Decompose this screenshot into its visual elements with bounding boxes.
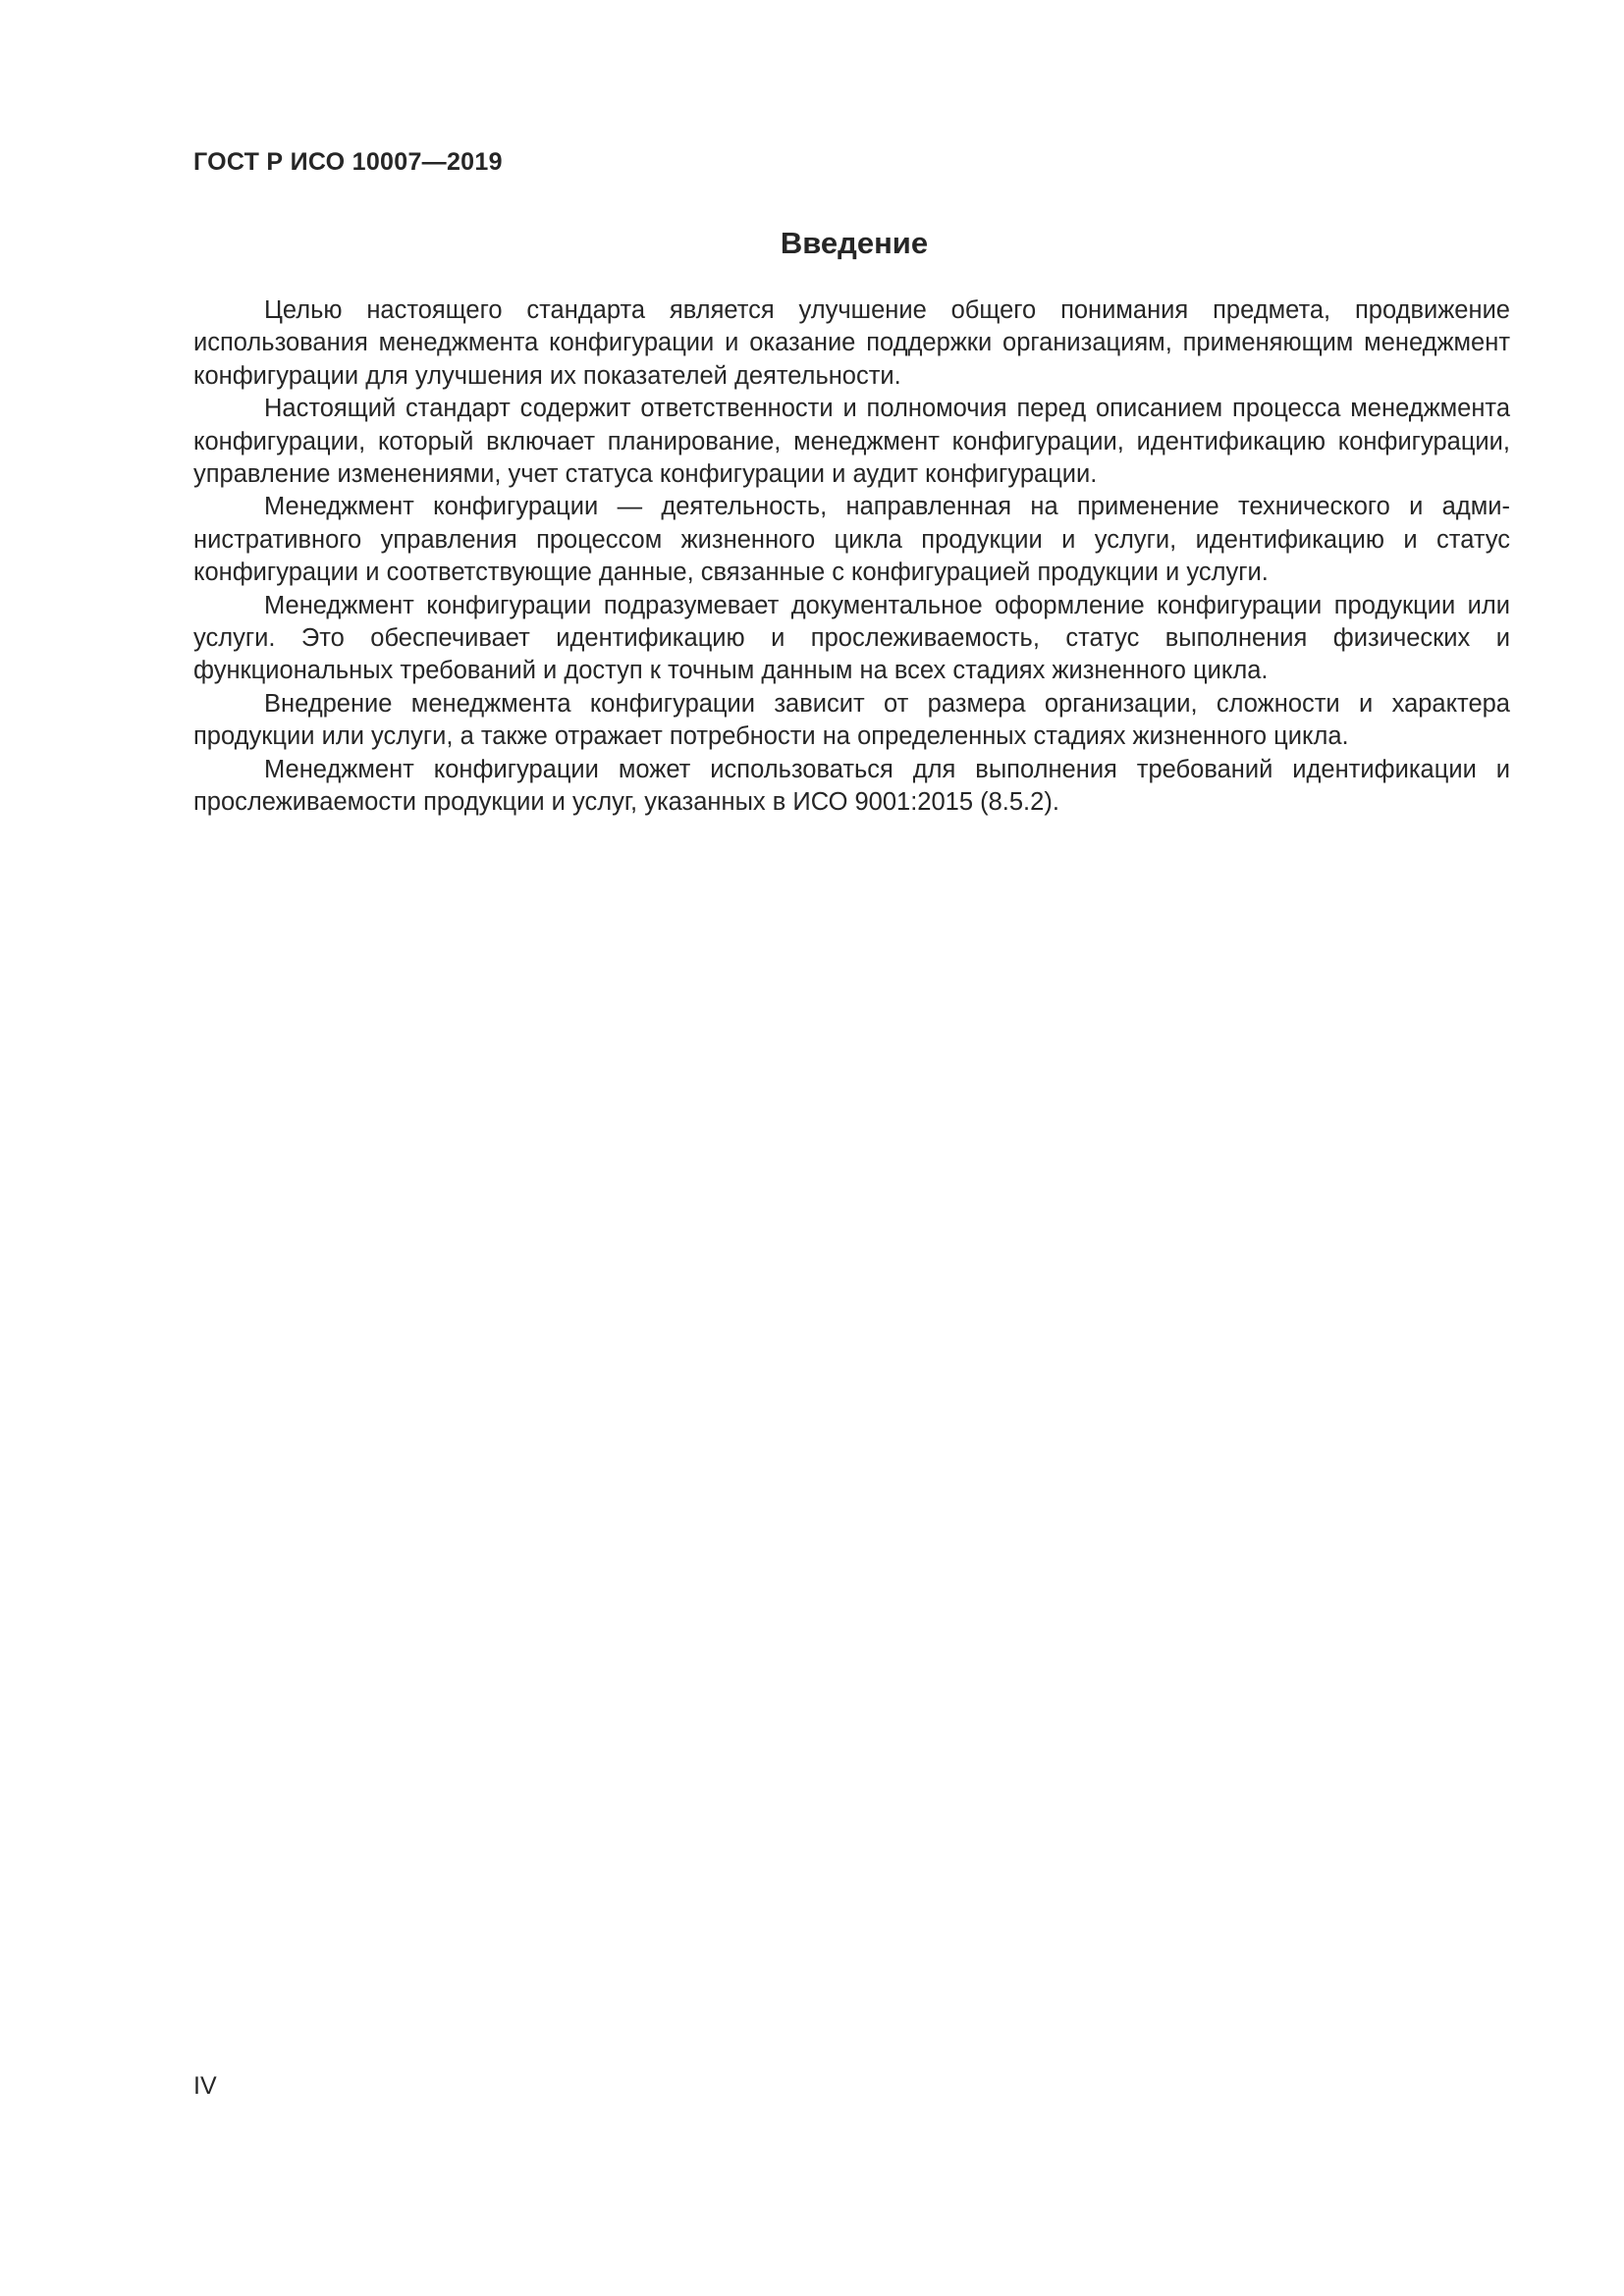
paragraph: Менеджмент конфигурации — деятельность, направленная на применение технического и административного управления процессом жизненного цикла продукции и услуги, идентификацию и статус конфигурации и соответствующие данные, связанные с конфигурацией продукции и услуги. bbox=[193, 493, 1510, 587]
paragraph: Менеджмент конфигурации подразумевает документальное оформление конфигурации продукции или услуги. Это обеспечивает идентификацию и прослеживаемость, статус выполнения физических и функциональных требований и доступ к точным данным на всех стадиях жизненного цикла. bbox=[193, 591, 1510, 685]
section-body bbox=[193, 294, 1510, 820]
paragraph: Целью настоящего стандарта является улучшение общего понимания предмета, продвижение использования менеджмента конфигурации и оказание поддержки организациям, применяющим менеджмент конфигурации для улучшения их показателей деятельности. bbox=[193, 296, 1510, 390]
section-title: Введение bbox=[780, 226, 929, 260]
paragraph: Настоящий стандарт содержит ответственности и полномочия перед описанием процесса менеджмента конфигурации, который включает планирование, менеджмент конфигурации, идентификацию конфигурации, управление изменениями, учет статуса конфигурации и аудит конфигурации. bbox=[193, 395, 1510, 489]
page-number: IV bbox=[193, 2072, 217, 2100]
standard-designation: ГОСТ Р ИСО 10007—2019 bbox=[193, 148, 503, 176]
paragraph: Менеджмент конфигурации может использоваться для выполнения требований идентификации и прослеживаемости продукции и услуг, указанных в ИСО 9001:2015 (8.5.2). bbox=[193, 755, 1510, 817]
paragraph: Внедрение менеджмента конфигурации зависит от размера организации, сложности и характера продукции или услуги, а также отражает потребности на определенных стадиях жизненного цикла. bbox=[193, 689, 1510, 751]
